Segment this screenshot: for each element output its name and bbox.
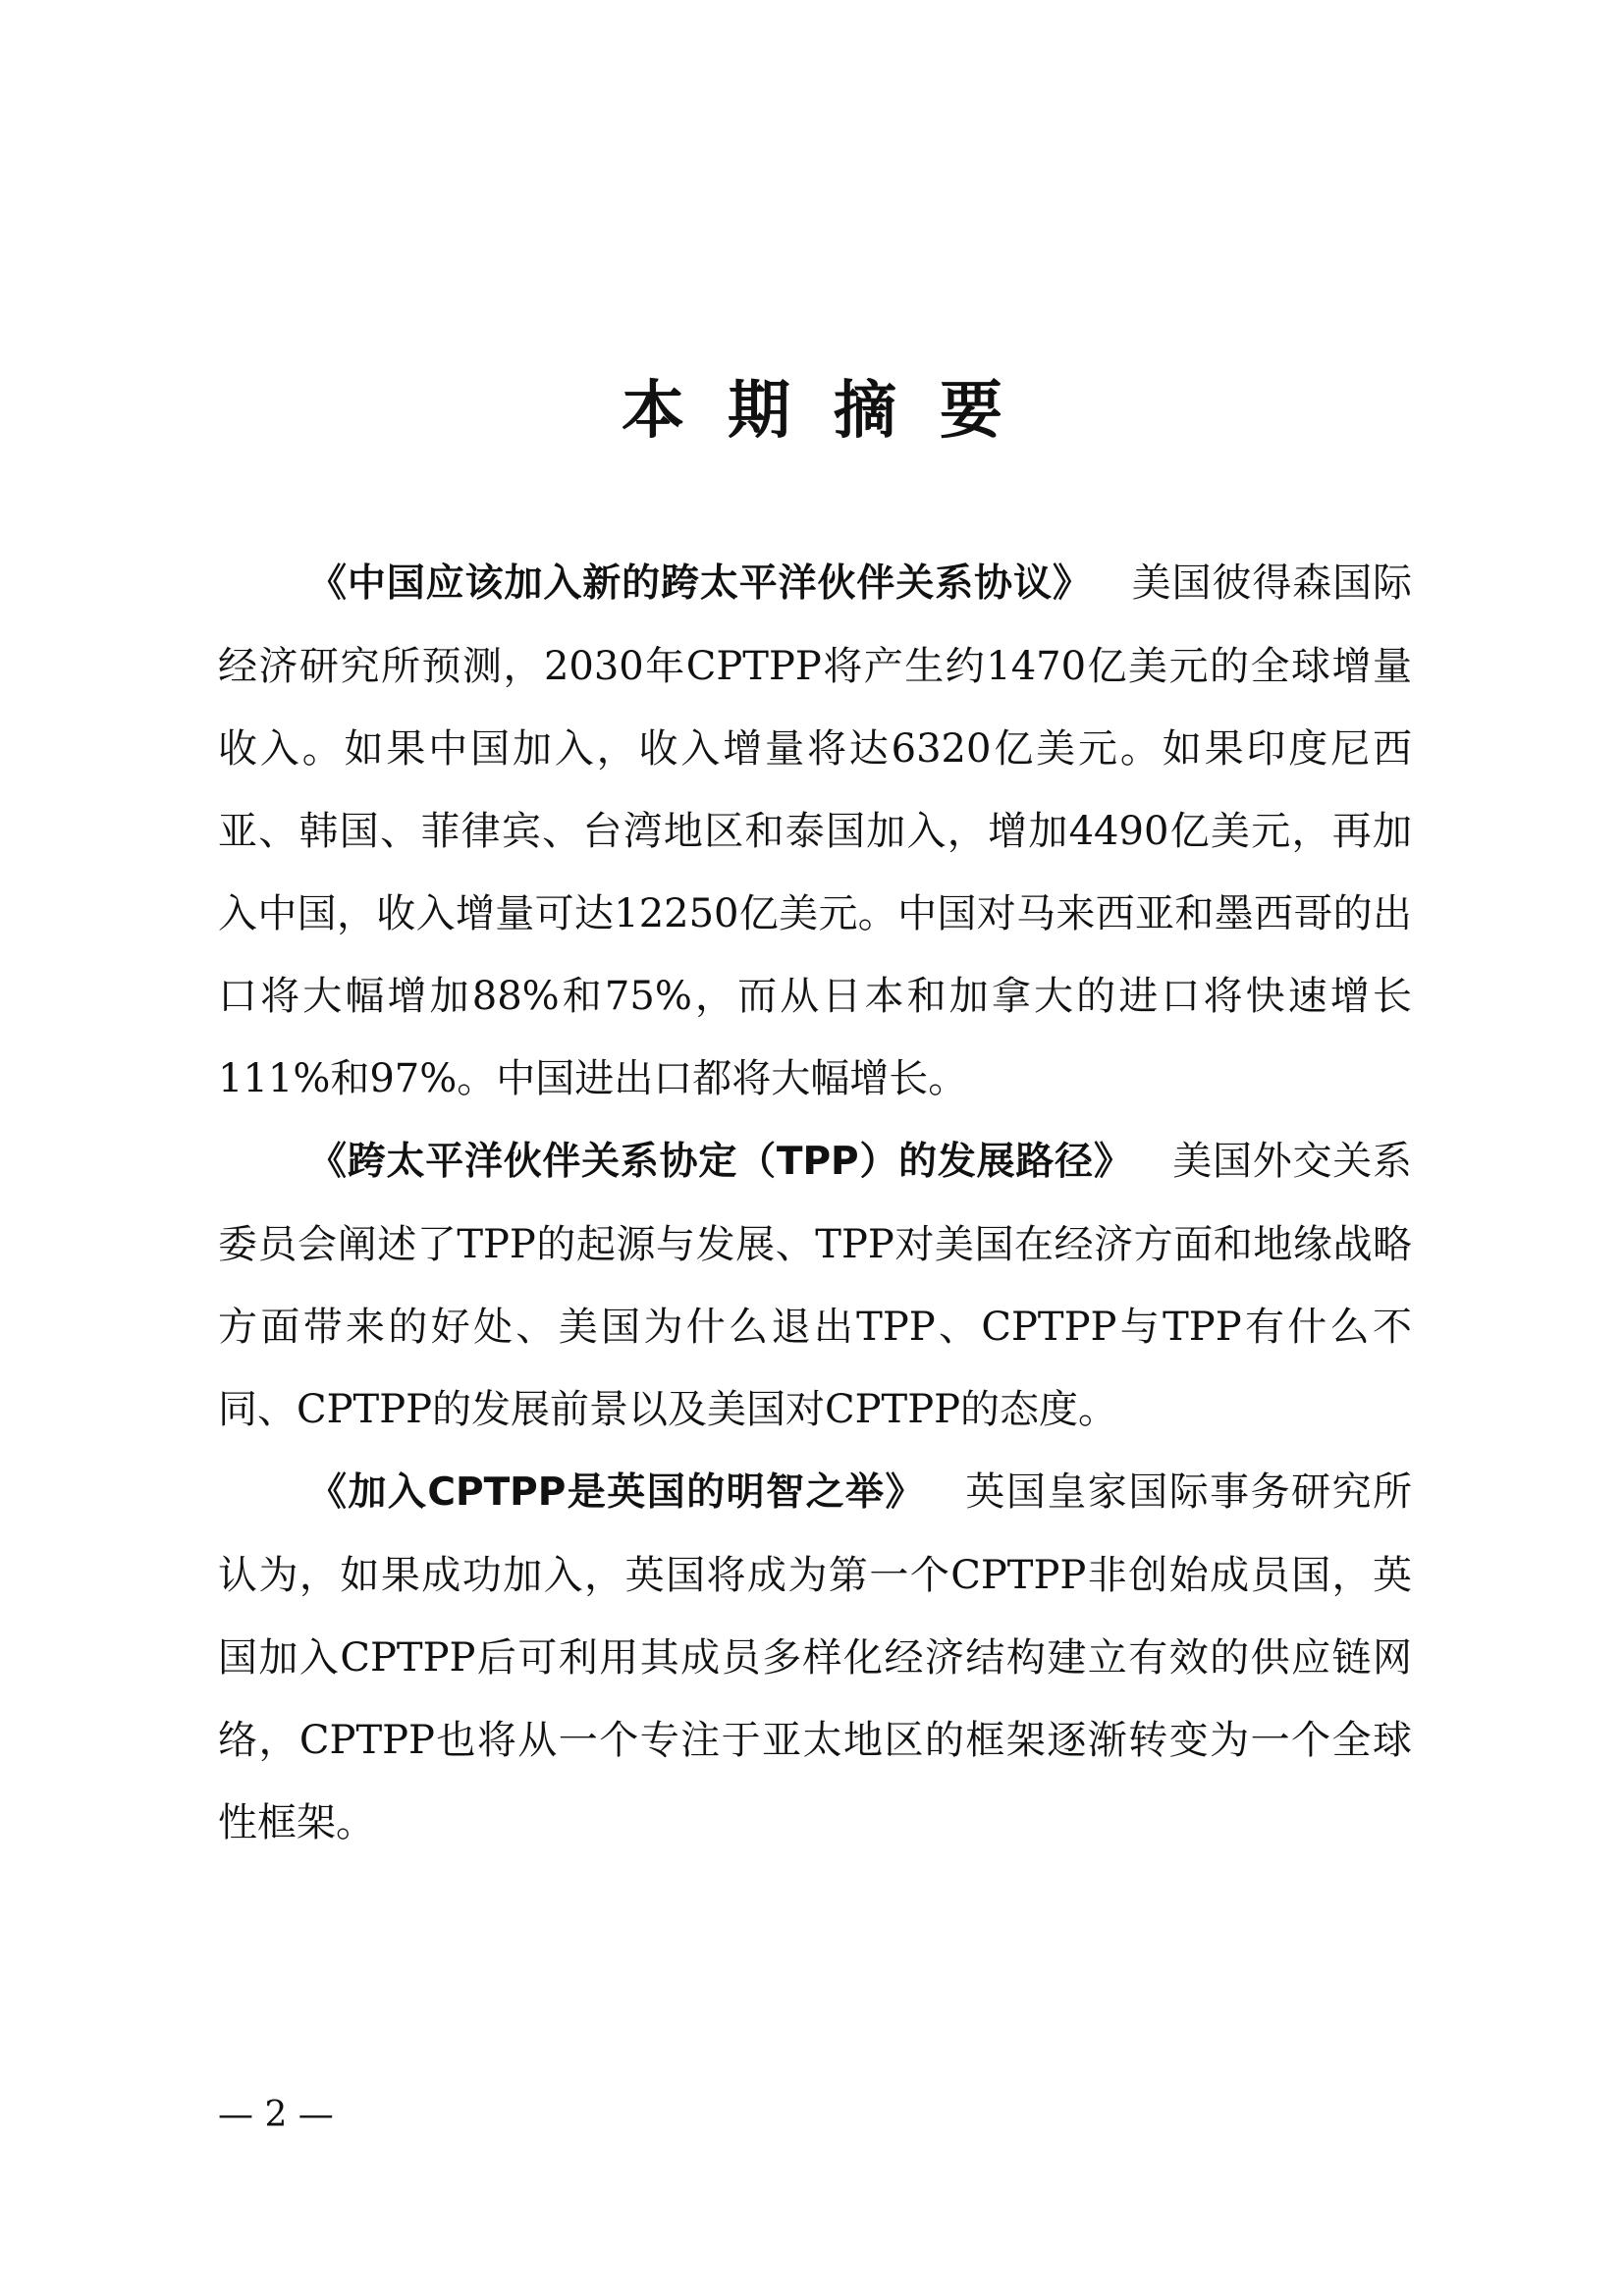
page-number: — 2 — <box>218 2095 334 2135</box>
summary-text: 美国外交关系委员会阐述了TPP的起源与发展、TPP对美国在经济方面和地缘战略方面带来的好处、美国为什么退出TPP、CPTPP与TPP有什么不同、CPTPP的发展前景以及美国对CPTPP的态度。 <box>218 1139 1412 1432</box>
summary-text: 英国皇家国际事务研究所认为，如果成功加入，英国将成为第一个CPTPP非创始成员国，英国加入CPTPP后可利用其成员多样化经济结构建立有效的供应链网络，CPTPP也将从一个专注于亚太地区的框架逐渐转变为一个全球性框架。 <box>218 1469 1413 1845</box>
summary-item <box>218 1451 1412 1864</box>
page-title: 本期摘要 <box>622 375 1046 448</box>
summary-text: 美国彼得森国际经济研究所预测，2030年CPTPP将产生约1470亿美元的全球增量收入。如果中国加入，收入增量将达6320亿美元。如果印度尼西亚、韩国、菲律宾、台湾地区和泰国加入，增加4490亿美元，再加入中国，收入增量可达12250亿美元。中国对马来西亚和墨西哥的出口将大幅增加88%和75%，而从日本和加拿大的进口将快速增长111%和97%。中国进出口都将大幅增长。 <box>218 561 1412 1101</box>
summary-list <box>218 542 1412 1864</box>
summary-item <box>218 542 1412 1120</box>
summary-heading: 《跨太平洋伙伴关系协定（TPP）的发展路径》 <box>308 1140 1133 1184</box>
summary-item <box>218 1120 1412 1451</box>
summary-heading: 《中国应该加入新的跨太平洋伙伴关系协议》 <box>308 561 1092 606</box>
summary-heading: 《加入CPTPP是英国的明智之举》 <box>308 1470 925 1515</box>
